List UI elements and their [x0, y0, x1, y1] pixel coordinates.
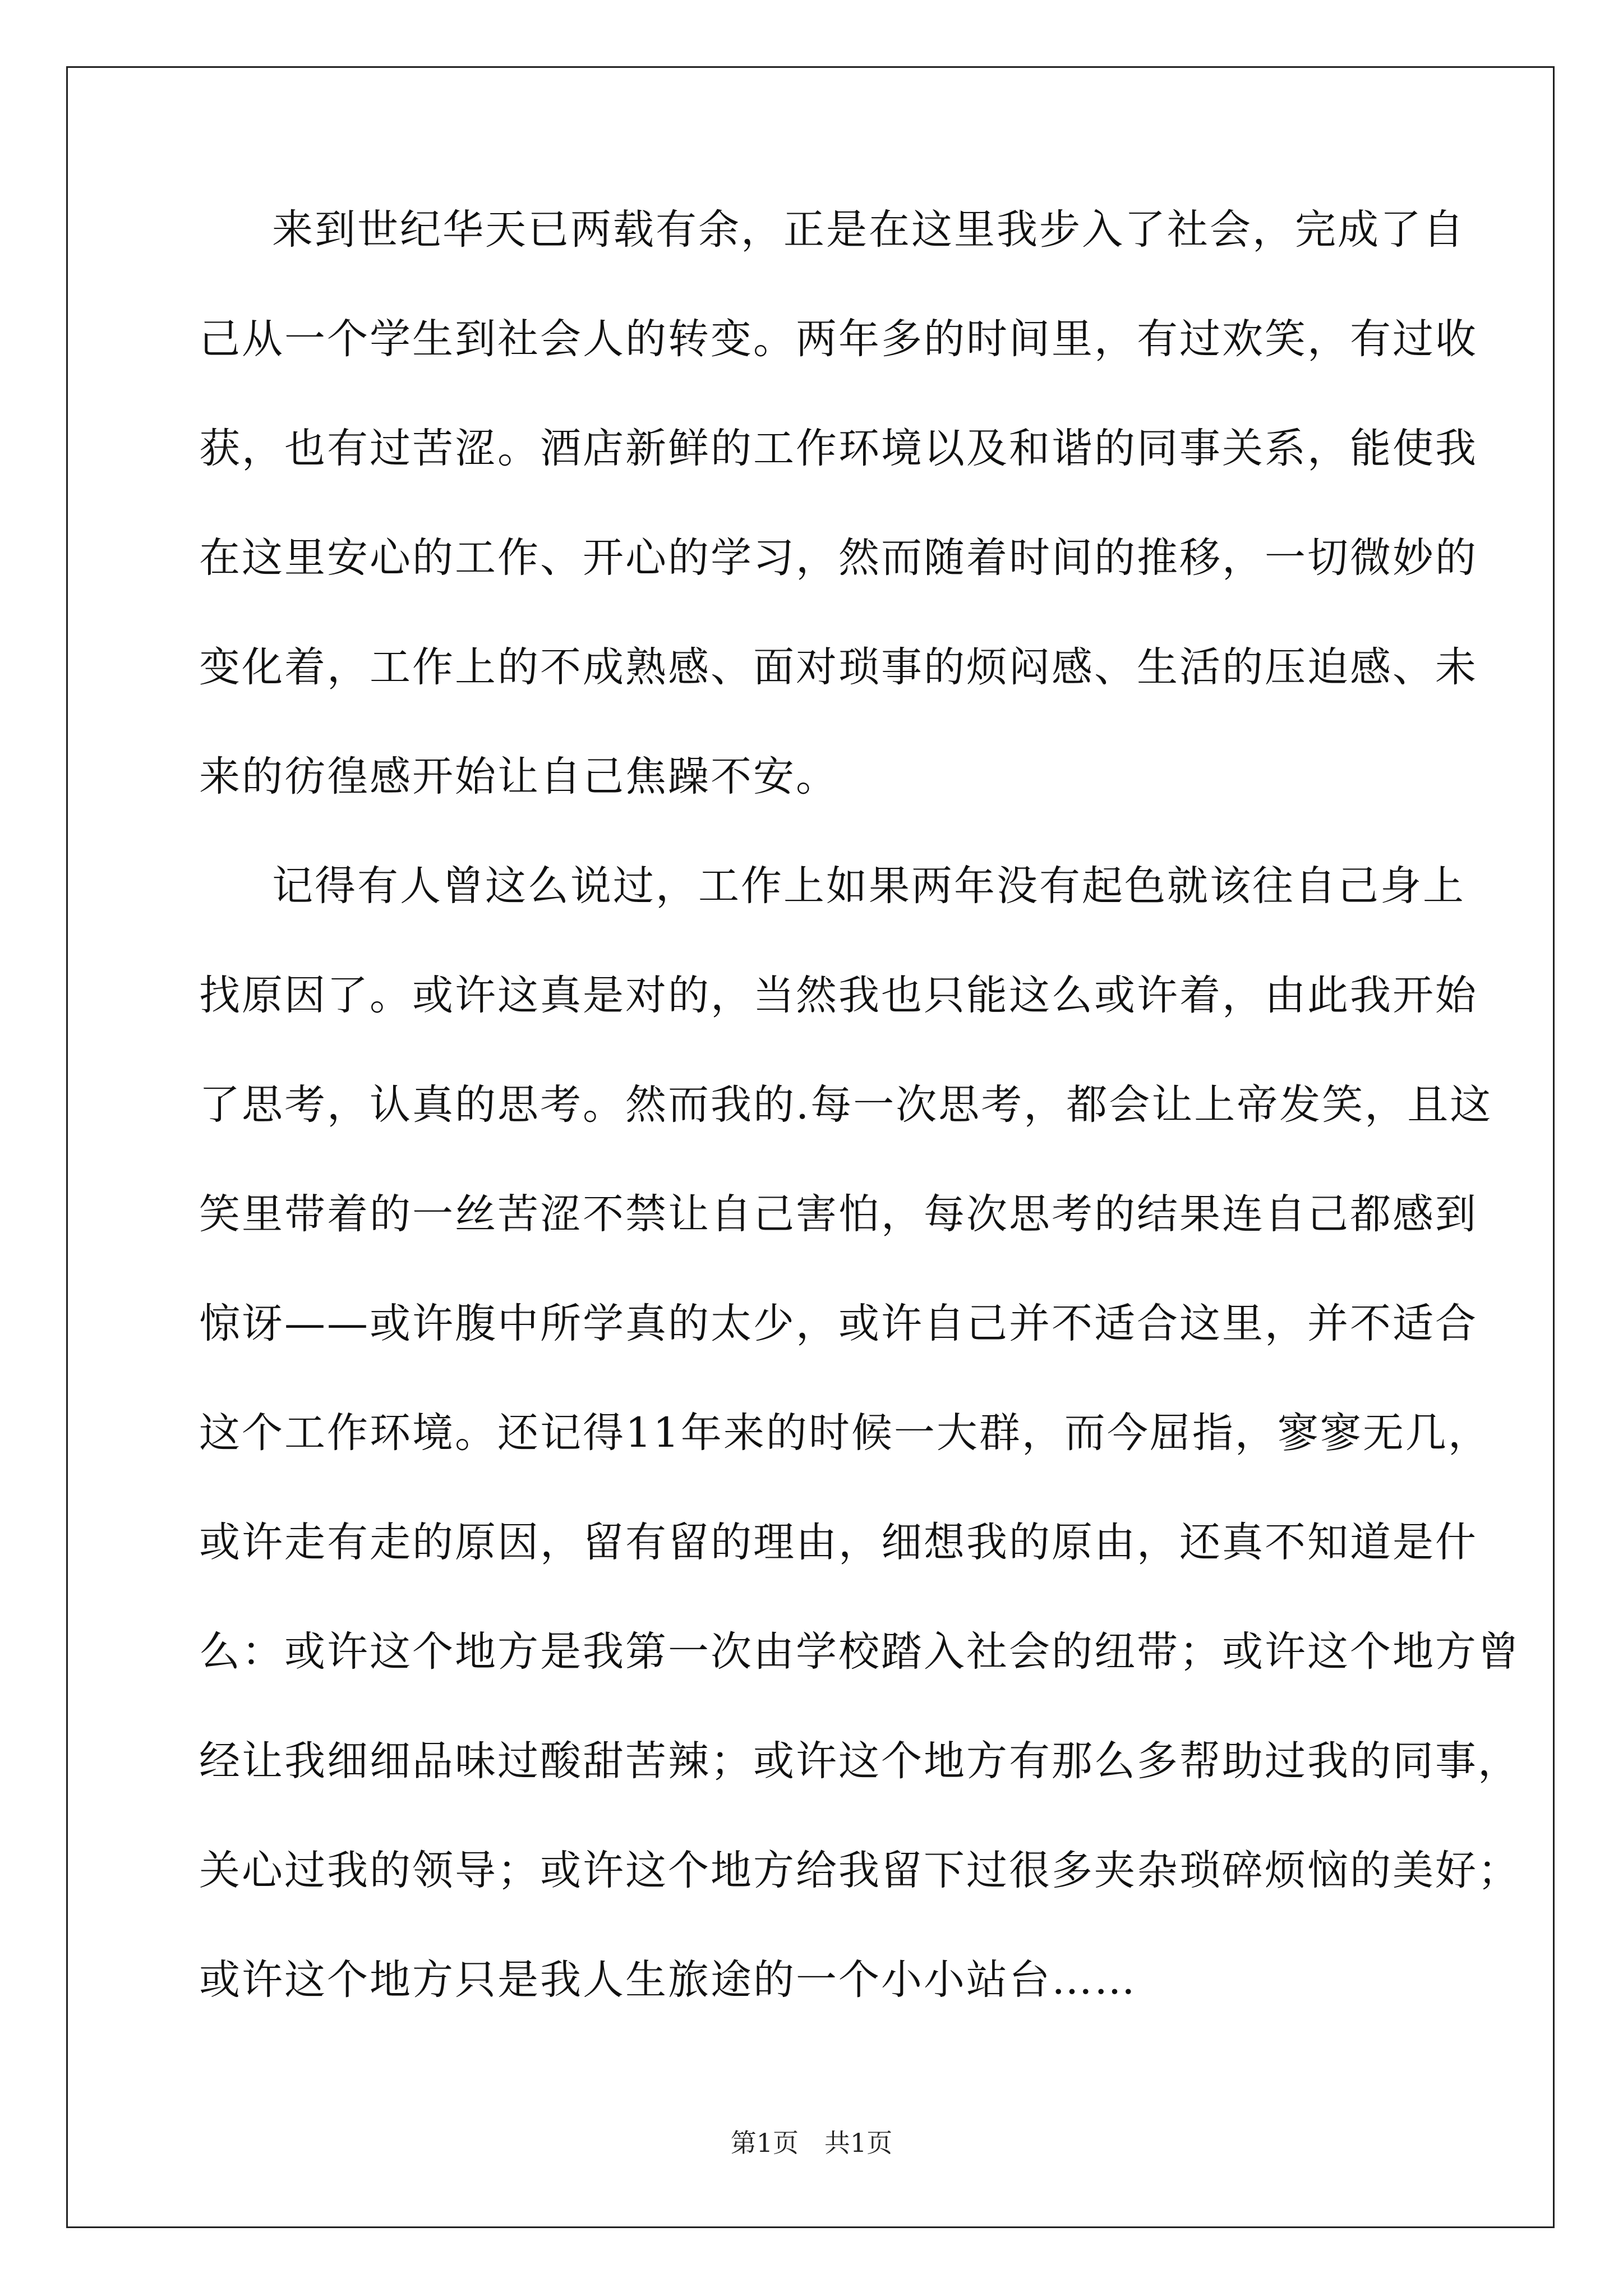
text-line: 来到世纪华天已两载有余，正是在这里我步入了社会，完成了自 — [272, 206, 1465, 254]
text-line: 找原因了。或许这真是对的，当然我也只能这么或许着，由此我开始 — [199, 972, 1478, 1019]
text-line: 来的彷徨感开始让自己焦躁不安。 — [199, 753, 838, 800]
text-line: 或许这个地方只是我人生旅途的一个小小站台…… — [199, 1956, 1137, 2004]
text-line: 么：或许这个地方是我第一次由学校踏入社会的纽带；或许这个地方曾 — [199, 1628, 1520, 1676]
text-line: 了思考，认真的思考。然而我的.每一次思考，都会让上帝发笑，且这 — [199, 1081, 1493, 1129]
text-line: 这个工作环境。还记得11年来的时候一大群，而今屈指，寥寥无几， — [199, 1409, 1491, 1457]
text-line: 己从一个学生到社会人的转变。两年多的时间里，有过欢笑，有过收 — [199, 315, 1478, 363]
text-line: 记得有人曾这么说过，工作上如果两年没有起色就该往自己身上 — [272, 862, 1465, 910]
text-line: 或许走有走的原因，留有留的理由，细想我的原由，还真不知道是什 — [199, 1519, 1478, 1566]
text-line: 变化着，工作上的不成熟感、面对琐事的烦闷感、生活的压迫感、未 — [199, 643, 1478, 691]
text-line: 获，也有过苦涩。酒店新鲜的工作环境以及和谐的同事关系，能使我 — [199, 425, 1478, 472]
text-line: 经让我细细品味过酸甜苦辣；或许这个地方有那么多帮助过我的同事， — [199, 1737, 1520, 1785]
text-line: 在这里安心的工作、开心的学习，然而随着时间的推移，一切微妙的 — [199, 534, 1478, 582]
text-line: 笑里带着的一丝苦涩不禁让自己害怕，每次思考的结果连自己都感到 — [199, 1190, 1478, 1238]
page-border — [66, 66, 1555, 2228]
text-line: 关心过我的领导；或许这个地方给我留下过很多夹杂琐碎烦恼的美好； — [199, 1847, 1520, 1894]
page-footer: 第1页 共1页 — [730, 2128, 893, 2158]
text-line: 惊讶——或许腹中所学真的太少，或许自己并不适合这里，并不适合 — [199, 1300, 1478, 1347]
